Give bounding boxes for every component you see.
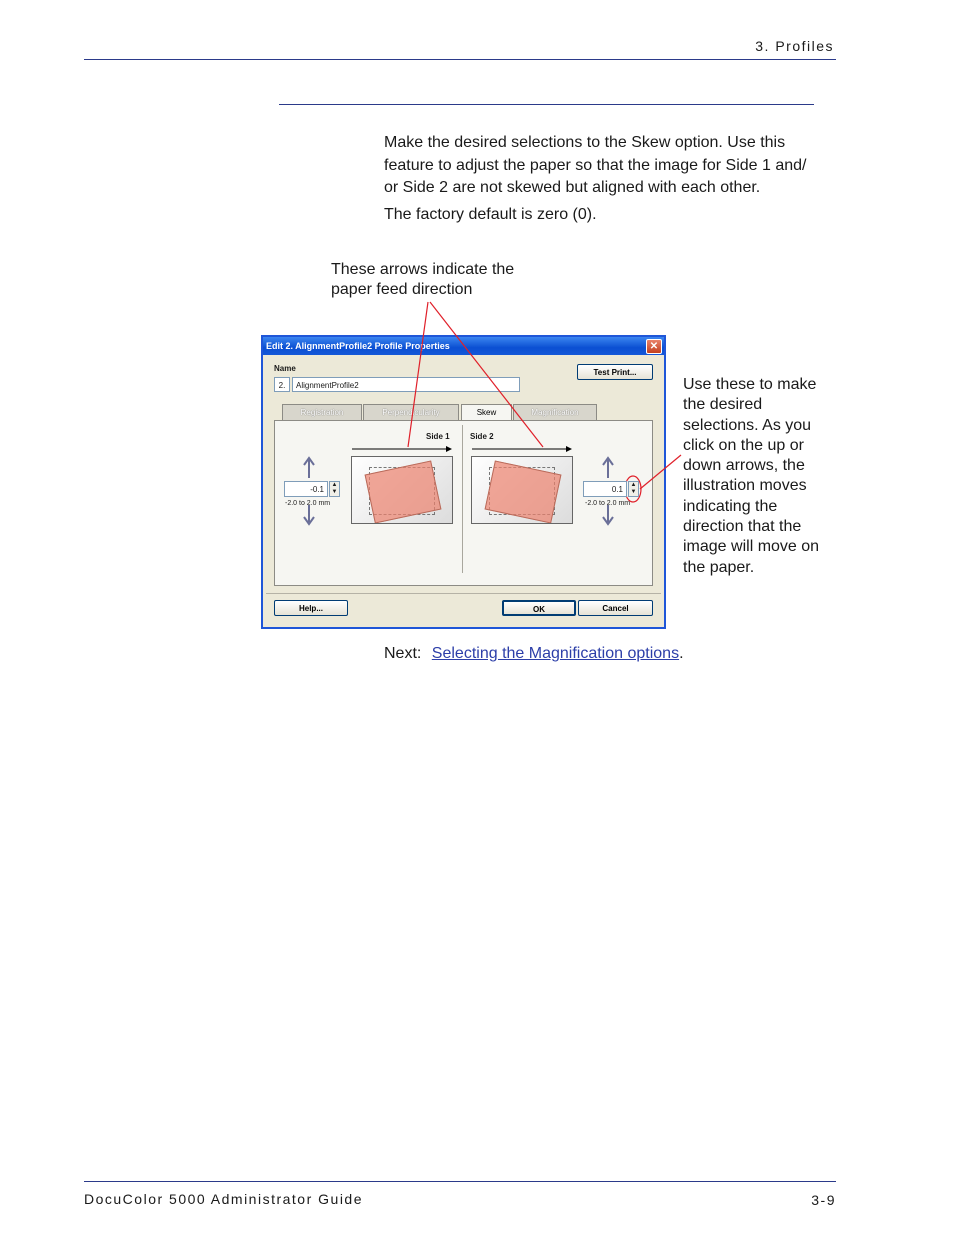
tab-skew[interactable]: Skew [461, 404, 512, 422]
ok-button[interactable]: OK [502, 600, 576, 616]
callout-line: the desired [683, 396, 763, 414]
side1-label: Side 1 [426, 432, 450, 441]
cancel-button[interactable]: Cancel [578, 600, 653, 616]
default-note: The factory default is zero (0). [384, 206, 597, 223]
side1-preview [351, 456, 453, 524]
next-line [384, 643, 684, 665]
tab-registration[interactable]: Registration [282, 404, 362, 420]
callout-line: indicating the [683, 497, 778, 515]
callout-line: direction that the [683, 518, 802, 536]
side1-range-hint: -2.0 to 2.0 mm [285, 500, 331, 507]
dialog-title: Edit 2. AlignmentProfile2 Profile Properties [266, 341, 450, 351]
callout-line: selections. As you [683, 416, 812, 434]
tab-magnification[interactable]: Magnification [513, 404, 597, 420]
intro-line: or Side 2 are not skewed but aligned with each other. [384, 179, 761, 196]
side1-spin-buttons[interactable]: ▲ ▼ [329, 481, 340, 497]
side2-spin-buttons[interactable]: ▲ ▼ [628, 481, 639, 497]
side2-range-hint: -2.0 to 2.0 mm [585, 500, 631, 507]
callout-line: click on the up or [683, 436, 804, 454]
intro-line: Make the desired selections to the Skew option. Use this [384, 134, 786, 151]
button-bar-divider [266, 593, 661, 594]
help-button[interactable]: Help... [274, 600, 348, 616]
callout-line: Use these to make [683, 376, 817, 393]
feed-arrow-side1-icon [352, 446, 452, 452]
tab-perpendicularity[interactable]: Perpendicularity [363, 404, 459, 420]
side1-skew-input[interactable]: -0.1 [284, 481, 328, 497]
test-print-button[interactable]: Test Print... [577, 364, 653, 380]
magnification-options-link[interactable]: Selecting the Magnification options [431, 645, 680, 662]
page-number: 3-9 [811, 1192, 836, 1208]
callout-line: the paper. [683, 558, 755, 576]
next-label: Next: [384, 645, 422, 662]
callout-line: down arrows, the [683, 457, 805, 475]
close-icon[interactable]: ✕ [646, 339, 662, 354]
name-number: 2. [274, 377, 290, 392]
side2-skew-input[interactable]: 0.1 [583, 481, 627, 497]
intro-line: feature to adjust the paper so that the image for Side 1 and/ [384, 157, 807, 174]
guide-title: DocuColor 5000 Administrator Guide [84, 1191, 364, 1207]
side2-label: Side 2 [470, 432, 494, 441]
callout-line: illustration moves [683, 477, 807, 495]
footer-rule [84, 1181, 836, 1182]
section-header: 3. Profiles [755, 38, 834, 54]
feed-arrow-side2-icon [472, 446, 572, 452]
name-label: Name [274, 364, 296, 373]
callout-line: image will move on [683, 538, 820, 556]
name-field[interactable]: AlignmentProfile2 [292, 377, 520, 392]
callout-line: paper feed direction [331, 281, 473, 299]
callout-line: These arrows indicate the [331, 261, 515, 278]
next-period: . [679, 645, 684, 662]
side2-preview [471, 456, 573, 524]
